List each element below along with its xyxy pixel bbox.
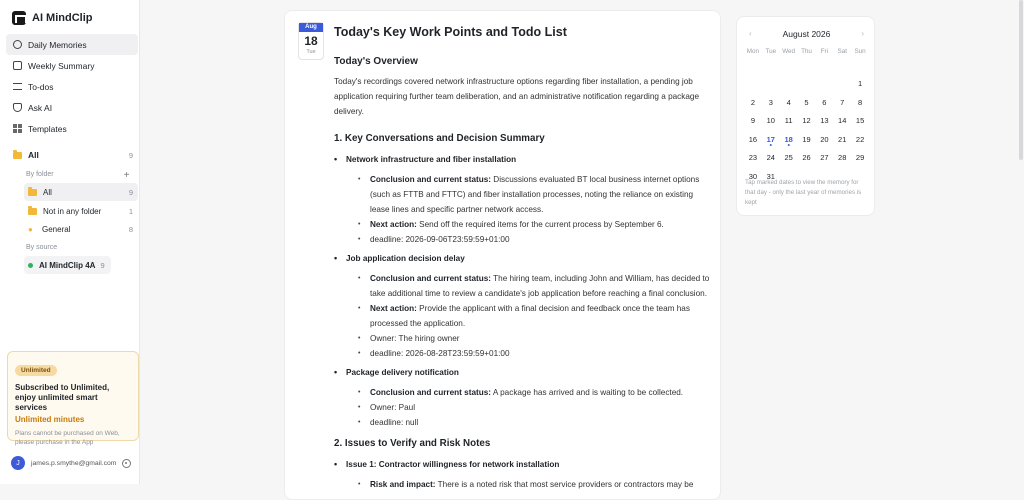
topic-title-text: Package delivery notification bbox=[346, 368, 459, 377]
folder-item-label: Not in any folder bbox=[43, 206, 102, 216]
calendar-day[interactable]: 16 bbox=[748, 134, 758, 144]
bullet-icon: • bbox=[358, 389, 361, 396]
calendar-week bbox=[744, 149, 869, 168]
calendar-day[interactable]: 27 bbox=[820, 153, 829, 163]
row-text: Send off the required items for the current process by September 6. bbox=[416, 220, 664, 229]
bullet-icon: • bbox=[358, 481, 361, 488]
status-dot-icon bbox=[28, 263, 33, 268]
calendar-day[interactable]: 15 bbox=[855, 116, 865, 126]
row-text: Owner: Paul bbox=[370, 403, 416, 412]
folder-item-label: General bbox=[42, 224, 71, 234]
row-text: There is a noted risk that most service providers or contractors may be bbox=[435, 480, 694, 489]
weekday-label: Fri bbox=[820, 48, 829, 55]
calendar-empty-cell bbox=[798, 75, 816, 94]
folder-all-count: 9 bbox=[128, 150, 133, 160]
row-text: Discussions evaluated BT local business internet options (such as FTTB and FTTC) and fiber installation processes, noting the reliance on existing lease lines and specific partner network access. bbox=[370, 175, 700, 214]
bullet-icon: • bbox=[358, 335, 361, 342]
bullet-icon: • bbox=[358, 176, 361, 183]
page-title: Today's Key Work Points and Todo List bbox=[334, 25, 567, 39]
calendar-day[interactable]: 8 bbox=[858, 97, 863, 107]
add-folder-button[interactable]: + bbox=[123, 170, 130, 181]
overview-heading: Today's Overview bbox=[334, 56, 418, 67]
next-month-button[interactable]: › bbox=[861, 29, 864, 38]
folder-item-count: 9 bbox=[128, 187, 133, 197]
calendar-empty-cell bbox=[762, 75, 780, 94]
topic-row bbox=[358, 331, 714, 346]
calendar-grid bbox=[744, 75, 869, 187]
calendar-day[interactable]: 25 bbox=[784, 153, 793, 163]
promo-note: Plans cannot be purchased on Web, please purchase in the App bbox=[15, 430, 120, 446]
nav-item-daily-memories[interactable] bbox=[6, 34, 138, 55]
issue-title bbox=[334, 457, 714, 472]
nav-item-weekly-summary[interactable] bbox=[6, 55, 138, 76]
row-key: Risk and impact: bbox=[370, 480, 436, 489]
scrollbar[interactable] bbox=[1019, 0, 1023, 160]
row-key: Next action: bbox=[370, 304, 417, 313]
calendar-header bbox=[737, 29, 876, 41]
calendar-day[interactable]: 20 bbox=[820, 134, 829, 144]
app-logo-icon bbox=[12, 11, 26, 25]
sidebar bbox=[0, 0, 140, 484]
row-key: Conclusion and current status: bbox=[370, 175, 492, 184]
list-icon bbox=[13, 83, 22, 90]
folder-icon bbox=[28, 208, 37, 215]
calendar-title: August 2026 bbox=[782, 29, 831, 39]
bullet-icon: • bbox=[358, 404, 361, 411]
calendar-day[interactable]: 22 bbox=[855, 134, 865, 144]
folder-item-not-in-any-folder[interactable] bbox=[24, 202, 138, 220]
topic-title bbox=[334, 251, 714, 266]
topic-row bbox=[358, 217, 714, 232]
section-heading: 1. Key Conversations and Decision Summary bbox=[334, 133, 545, 144]
account-email: james.p.smythe@gmail.com bbox=[31, 459, 117, 467]
pin-icon: ● bbox=[28, 224, 33, 234]
bullet-icon: • bbox=[334, 154, 338, 164]
calendar bbox=[736, 16, 875, 216]
nav-item-label: Weekly Summary bbox=[28, 60, 95, 71]
row-text: deadline: null bbox=[370, 418, 419, 427]
issue-row bbox=[358, 477, 714, 492]
bullet-icon: • bbox=[358, 236, 361, 243]
weekday-label: Sun bbox=[854, 48, 866, 55]
date-day: 18 bbox=[304, 34, 318, 48]
topic-block bbox=[334, 365, 714, 430]
nav-item-ask-ai[interactable] bbox=[6, 97, 138, 118]
by-source-label: By source bbox=[26, 244, 58, 251]
weekday-label: Sat bbox=[837, 48, 847, 55]
topic-block bbox=[334, 251, 714, 361]
calendar-note: Tap marked dates to view the memory for that day - only the last year of memories is kept bbox=[745, 179, 862, 206]
calendar-day[interactable]: 7 bbox=[840, 97, 845, 107]
row-text: A package has arrived and is waiting to be collected. bbox=[491, 388, 684, 397]
bullet-icon: • bbox=[334, 459, 338, 469]
topic-row bbox=[358, 400, 714, 415]
weekday-row bbox=[744, 48, 869, 55]
topic-row bbox=[358, 346, 714, 361]
folder-item-general[interactable] bbox=[24, 220, 138, 238]
avatar: J bbox=[11, 456, 25, 470]
calendar-empty-cell bbox=[815, 75, 833, 94]
calendar-day[interactable]: 1 bbox=[858, 79, 863, 88]
topic-list bbox=[334, 152, 714, 430]
clock-icon bbox=[13, 40, 22, 49]
topic-title bbox=[334, 365, 714, 380]
calendar-day[interactable]: 26 bbox=[802, 153, 811, 163]
calendar-day[interactable]: 5 bbox=[804, 97, 809, 107]
topic-row bbox=[358, 415, 714, 430]
nav-item-label: Ask AI bbox=[28, 102, 53, 113]
document-content bbox=[334, 54, 714, 492]
date-badge bbox=[298, 22, 324, 60]
app-name: AI MindClip bbox=[32, 12, 93, 24]
brand[interactable] bbox=[12, 11, 93, 25]
calendar-day[interactable]: 21 bbox=[838, 134, 847, 144]
bullet-icon: • bbox=[358, 350, 361, 357]
calendar-day[interactable]: 31 bbox=[766, 171, 775, 181]
calendar-day[interactable]: 3 bbox=[768, 97, 773, 107]
promo-title: Subscribed to Unlimited, enjoy unlimited smart services bbox=[15, 383, 110, 412]
weekday-label: Tue bbox=[765, 48, 777, 55]
date-weekday: Tue bbox=[306, 49, 316, 55]
calendar-day[interactable]: 28 bbox=[838, 153, 847, 163]
calendar-empty-cell bbox=[744, 75, 762, 94]
row-key: Conclusion and current status: bbox=[370, 388, 492, 397]
bullet-icon: • bbox=[358, 221, 361, 228]
calendar-day[interactable]: 6 bbox=[822, 97, 827, 107]
main-nav bbox=[6, 34, 138, 139]
folder-icon bbox=[28, 189, 37, 196]
account-row[interactable] bbox=[11, 455, 135, 471]
calendar-day[interactable]: 23 bbox=[748, 153, 758, 163]
calendar-day[interactable]: 4 bbox=[786, 97, 791, 107]
bullet-icon: • bbox=[358, 305, 361, 312]
nav-item-label: Daily Memories bbox=[28, 39, 87, 50]
settings-icon[interactable] bbox=[122, 459, 131, 468]
folder-item-all[interactable] bbox=[24, 183, 138, 201]
nav-item-todos[interactable] bbox=[6, 76, 138, 97]
row-text: deadline: 2026-09-06T23:59:59+01:00 bbox=[370, 235, 510, 244]
topic-title-text: Network infrastructure and fiber installation bbox=[346, 155, 517, 164]
issue-title-text: Issue 1: Contractor willingness for network installation bbox=[346, 460, 560, 469]
topic-title-text: Job application decision delay bbox=[346, 254, 465, 263]
prev-month-button[interactable]: ‹ bbox=[749, 29, 752, 38]
section-heading: 2. Issues to Verify and Risk Notes bbox=[334, 438, 491, 449]
calendar-day[interactable]: 18 bbox=[780, 131, 798, 150]
source-label: AI MindClip 4A bbox=[39, 260, 96, 270]
weekday-label: Mon bbox=[746, 48, 760, 55]
folder-item-count: 8 bbox=[128, 224, 133, 234]
topic-row bbox=[358, 271, 714, 301]
subscription-card bbox=[7, 351, 139, 446]
folder-item-count: 1 bbox=[128, 206, 133, 216]
folder-item-label: All bbox=[43, 187, 52, 197]
bullet-icon: • bbox=[334, 253, 338, 263]
bullet-icon: • bbox=[334, 367, 338, 377]
topic-row bbox=[358, 172, 714, 217]
topic-row bbox=[358, 385, 714, 400]
calendar-day[interactable]: 11 bbox=[784, 116, 793, 126]
row-text: Owner: The hiring owner bbox=[370, 334, 460, 343]
calendar-day[interactable]: 12 bbox=[802, 116, 811, 126]
plan-badge: Unlimited bbox=[15, 365, 57, 376]
shield-icon bbox=[13, 103, 22, 112]
folder-all-label: All bbox=[28, 150, 39, 160]
source-item-mindclip[interactable] bbox=[24, 256, 111, 274]
bullet-icon: • bbox=[358, 419, 361, 426]
calendar-day[interactable]: 17 bbox=[762, 131, 780, 150]
calendar-day[interactable]: 14 bbox=[838, 116, 847, 126]
calendar-day[interactable]: 13 bbox=[820, 116, 829, 126]
row-key: Next action: bbox=[370, 220, 417, 229]
overview-text: Today's recordings covered network infrastructure options regarding fiber installation, a pending job application requiring further team deliberation, and an administrative notification regarding a package delivery. bbox=[334, 77, 700, 116]
source-count: 9 bbox=[100, 260, 105, 270]
calendar-day[interactable]: 2 bbox=[750, 97, 756, 107]
topic-block bbox=[334, 152, 714, 247]
calendar-week bbox=[744, 75, 869, 94]
calendar-day[interactable]: 30 bbox=[748, 171, 758, 181]
grid-icon bbox=[13, 124, 22, 133]
memory-document bbox=[284, 10, 721, 500]
bullet-icon: • bbox=[358, 275, 361, 282]
calendar-day[interactable]: 19 bbox=[802, 134, 811, 144]
row-key: Conclusion and current status: bbox=[370, 274, 492, 283]
row-text: The hiring team, including John and William, has decided to take additional time to review a candidate's job application before reaching a final conclusion. bbox=[370, 274, 710, 298]
topic-row bbox=[358, 301, 714, 331]
calendar-day[interactable]: 24 bbox=[766, 153, 775, 163]
weekday-label: Wed bbox=[782, 48, 796, 55]
calendar-day[interactable]: 29 bbox=[855, 153, 865, 163]
nav-item-label: To-dos bbox=[28, 81, 54, 92]
promo-subtitle: Unlimited minutes bbox=[15, 415, 85, 424]
calendar-day[interactable]: 10 bbox=[766, 116, 775, 126]
row-text: Provide the applicant with a final decision and feedback once the team has processed the application. bbox=[370, 304, 690, 328]
date-month: Aug bbox=[299, 23, 323, 32]
folder-icon bbox=[13, 152, 22, 159]
calendar-empty-cell bbox=[833, 75, 851, 94]
calendar-week bbox=[744, 94, 869, 113]
topic-title bbox=[334, 152, 714, 167]
calendar-week bbox=[744, 112, 869, 131]
calendar-empty-cell bbox=[780, 75, 798, 94]
calendar-day[interactable]: 9 bbox=[750, 116, 756, 126]
calendar-week bbox=[744, 131, 869, 150]
by-folder-label: By folder bbox=[26, 171, 54, 178]
folder-all-header[interactable] bbox=[13, 148, 135, 162]
row-text: deadline: 2026-08-28T23:59:59+01:00 bbox=[370, 349, 510, 358]
topic-row bbox=[358, 232, 714, 247]
nav-item-label: Templates bbox=[28, 123, 67, 134]
calendar-icon bbox=[13, 61, 22, 70]
nav-item-templates[interactable] bbox=[6, 118, 138, 139]
weekday-label: Thu bbox=[801, 48, 812, 55]
